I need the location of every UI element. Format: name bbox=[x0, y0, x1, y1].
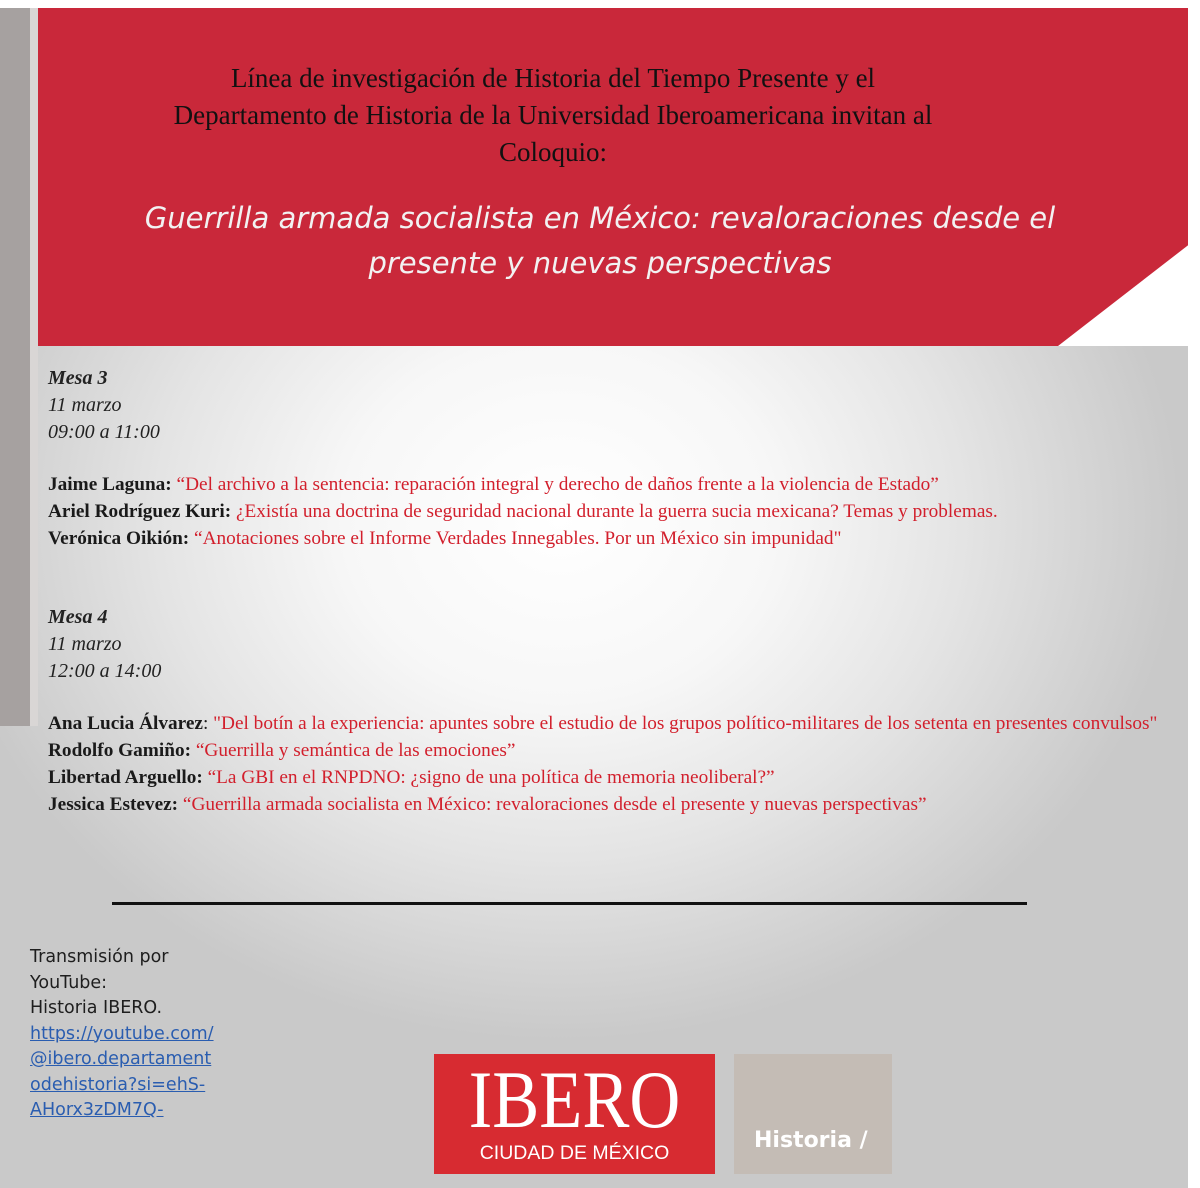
top-margin bbox=[0, 0, 1200, 8]
stream-text-line: Transmisión por bbox=[30, 947, 169, 967]
talk-item bbox=[48, 710, 1172, 737]
header-banner bbox=[38, 8, 1188, 346]
left-accent-bar-light bbox=[30, 8, 38, 726]
youtube-link[interactable] bbox=[30, 1022, 245, 1124]
youtube-link-line[interactable]: AHorx3zDM7Q- bbox=[30, 1100, 164, 1120]
historia-logo-text: Historia / bbox=[754, 1128, 868, 1153]
talk-list-mesa-4 bbox=[48, 710, 1172, 818]
speaker-name: Verónica Oikión: bbox=[48, 528, 190, 549]
talk-title: “Anotaciones sobre el Informe Verdades Innegables. Por un México sin impunidad" bbox=[189, 528, 842, 549]
session-name: Mesa 3 bbox=[48, 367, 108, 389]
talk-item bbox=[48, 764, 1172, 791]
colloquium-title bbox=[70, 196, 1130, 286]
heading-line: Departamento de Historia de la Universidad Iberoamericana invitan al bbox=[173, 100, 933, 130]
youtube-link-line[interactable]: odehistoria?si=ehS- bbox=[30, 1074, 206, 1095]
session-time: 09:00 a 11:00 bbox=[48, 421, 160, 443]
talk-item bbox=[48, 498, 1172, 525]
talk-item bbox=[48, 791, 1172, 818]
ibero-logo-subtitle: CIUDAD DE MÉXICO bbox=[479, 1142, 670, 1164]
session-date: 11 marzo bbox=[48, 394, 122, 416]
stream-text-line: Historia IBERO. bbox=[30, 998, 163, 1018]
title-line: Guerrilla armada socialista en México: revaloraciones desde el bbox=[144, 201, 1056, 235]
youtube-link-line[interactable]: @ibero.departament bbox=[30, 1049, 212, 1069]
ibero-logo-word: IBERO bbox=[468, 1054, 681, 1145]
title-line: presente y nuevas perspectivas bbox=[368, 246, 832, 280]
session-header-mesa-3 bbox=[48, 365, 160, 446]
heading-line: Línea de investigación de Historia del Tiempo Presente y el bbox=[230, 63, 876, 93]
youtube-link-line[interactable]: https://youtube.com/ bbox=[30, 1023, 214, 1044]
left-accent-bar bbox=[0, 8, 30, 726]
ibero-logo bbox=[434, 1054, 715, 1174]
session-name: Mesa 4 bbox=[48, 606, 108, 628]
talk-item bbox=[48, 471, 1172, 498]
heading-line: Coloquio: bbox=[498, 137, 607, 167]
talk-title: “Guerrilla y semántica de las emociones” bbox=[191, 740, 516, 761]
invitation-heading bbox=[38, 60, 1068, 171]
talk-item bbox=[48, 525, 1172, 552]
talk-title: “Del archivo a la sentencia: reparación integral y derecho de daños frente a la violencia de Estado” bbox=[171, 474, 939, 495]
speaker-name: Jessica Estevez: bbox=[48, 794, 179, 815]
section-divider bbox=[112, 902, 1027, 905]
session-header-mesa-4 bbox=[48, 604, 161, 685]
talk-item bbox=[48, 737, 1172, 764]
speaker-separator: : bbox=[202, 713, 214, 734]
speaker-name: Jaime Laguna: bbox=[48, 474, 172, 495]
session-date: 11 marzo bbox=[48, 633, 122, 655]
right-margin bbox=[1188, 8, 1200, 1188]
talk-title: "Del botín a la experiencia: apuntes sobre el estudio de los grupos político-militares de los setenta en presentes convulsos" bbox=[213, 713, 1158, 734]
speaker-name: Ana Lucia Álvarez bbox=[48, 713, 203, 734]
speaker-name: Libertad Arguello: bbox=[48, 767, 203, 788]
session-time: 12:00 a 14:00 bbox=[48, 660, 162, 682]
speaker-name: Ariel Rodríguez Kuri: bbox=[48, 501, 232, 522]
streaming-info bbox=[30, 945, 245, 1124]
talk-title: “La GBI en el RNPDNO: ¿signo de una política de memoria neoliberal?” bbox=[202, 767, 775, 788]
stream-text-line: YouTube: bbox=[30, 972, 108, 993]
historia-logo bbox=[734, 1054, 892, 1174]
talk-title: ¿Existía una doctrina de seguridad nacional durante la guerra sucia mexicana? Temas y problemas. bbox=[231, 501, 998, 522]
speaker-name: Rodolfo Gamiño: bbox=[48, 740, 192, 761]
talk-list-mesa-3 bbox=[48, 471, 1172, 552]
talk-title: “Guerrilla armada socialista en México: revaloraciones desde el presente y nuevas perspectivas” bbox=[178, 794, 927, 815]
